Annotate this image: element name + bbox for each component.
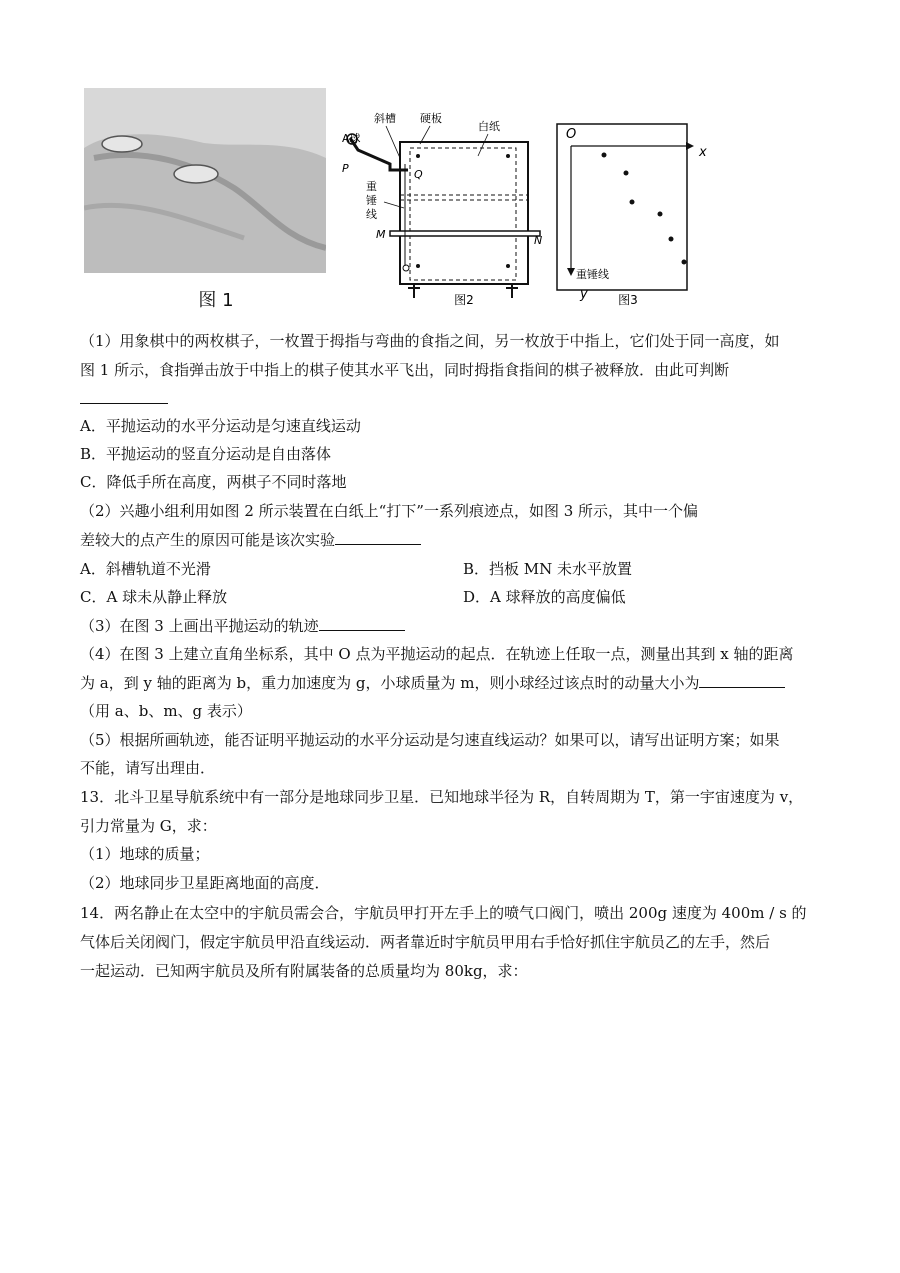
q1-option-b: B．平抛运动的竖直分运动是自由落体 (80, 445, 332, 463)
label-x: x (699, 145, 707, 160)
q3-row (80, 615, 405, 637)
q13-sub-1: （1）地球的质量； (80, 845, 210, 863)
q2-option-b: B．挡板 MN 未水平放置 (463, 560, 633, 578)
figure-1-photo (84, 88, 326, 308)
q1-option-c: C．降低手所在高度，两棋子不同时落地 (80, 473, 347, 491)
label-n: N (534, 234, 543, 247)
trace-point (682, 260, 687, 265)
label-paper: 白纸 (478, 120, 500, 133)
figure-3-caption: 图3 (618, 293, 638, 307)
q2-line-2-row (80, 529, 421, 551)
q3-answer-blank[interactable] (319, 616, 405, 631)
label-q: Q (414, 168, 423, 181)
q2-line-1: （2）兴趣小组利用如图 2 所示装置在白纸上“打下”一系列痕迹点，如图 3 所示，其中一个偏 (80, 502, 699, 520)
chess-piece-2 (174, 165, 218, 183)
q5-line-1: （5）根据所画轨迹，能否证明平抛运动的水平分运动是匀速直线运动？如果可以，请写出证明方案；如果 (80, 731, 780, 749)
q13-line-1: 13．北斗卫星导航系统中有一部分是地球同步卫星．已知地球半径为 R，自转周期为 T，第一宇宙速度为 v， (80, 788, 804, 806)
q14-line-2: 气体后关闭阀门，假定宇航员甲沿直线运动．两者靠近时宇航员甲用右手恰好抓住宇航员乙的左手，然后 (80, 933, 771, 951)
trace-point (630, 200, 635, 205)
trace-point (658, 212, 663, 217)
trace-point (669, 237, 674, 242)
baffle-mn (390, 231, 540, 236)
q5-line-2: 不能，请写出理由． (80, 759, 216, 777)
q2-option-d: D．A 球释放的高度偏低 (463, 588, 626, 606)
q4-line-1: （4）在图 3 上建立直角坐标系，其中 O 点为平抛运动的起点．在轨迹上任取一点，测量出其到 x 轴的距离 (80, 645, 794, 663)
label-ball-a: A球 (342, 132, 361, 145)
label-p: P (342, 162, 349, 175)
q1-option-a: A．平抛运动的水平分运动是匀速直线运动 (80, 417, 361, 435)
label-plumb-3: 线 (366, 208, 377, 221)
figure-3 (556, 122, 721, 314)
q14-line-3: 一起运动．已知两宇航员及所有附属装备的总质量均为 80kg，求： (80, 962, 528, 980)
figure-1 (84, 88, 326, 308)
figure-2-caption: 图2 (454, 293, 474, 307)
trace-point (624, 171, 629, 176)
label-y: y (580, 287, 588, 302)
hard-board (400, 142, 528, 284)
q1-line-1: （1）用象棋中的两枚棋子，一枚置于拇指与弯曲的食指之间，另一枚放于中指上，它们处于同一高度，如 (80, 332, 780, 350)
q1-answer-blank[interactable] (80, 388, 168, 410)
paper-frame (557, 124, 687, 290)
figure-1-caption: 图 1 (198, 290, 234, 308)
label-o: O (566, 127, 577, 142)
white-paper (410, 148, 516, 280)
q1-line-2: 图 1 所示，食指弹击放于中指上的棋子使其水平飞出，同时拇指食指间的棋子被释放．由此可判断 (80, 361, 730, 379)
q4-row-2 (80, 672, 785, 694)
figure-2 (338, 108, 548, 308)
chess-piece-1 (102, 136, 142, 152)
label-board: 硬板 (420, 112, 442, 125)
q2-option-a: A．斜槽轨道不光滑 (80, 560, 211, 578)
q2-option-c: C．A 球未从静止释放 (80, 588, 228, 606)
q2-answer-blank[interactable] (335, 530, 421, 545)
figure-3-diagram (556, 122, 721, 314)
label-m: M (376, 228, 386, 241)
q4-answer-blank[interactable] (699, 673, 785, 688)
label-plumb: 重锤线 (576, 268, 609, 281)
q4-line-3: （用 a、b、m、g 表示） (80, 702, 252, 720)
label-plumb-1: 重 (366, 180, 377, 193)
label-chute: 斜槽 (374, 112, 396, 125)
trace-point (602, 153, 607, 158)
q2-line-2: 差较大的点产生的原因可能是该次实验 (80, 531, 336, 549)
q4-line-2: 为 a，到 y 轴的距离为 b，重力加速度为 g，小球质量为 m，则小球经过该点时的动量大小为 (80, 674, 700, 692)
figure-2-diagram (338, 108, 548, 308)
q13-sub-2: （2）地球同步卫星距离地面的高度． (80, 874, 330, 892)
label-plumb-2: 锤 (366, 194, 377, 207)
q14-line-1: 14．两名静止在太空中的宇航员需会合，宇航员甲打开左手上的喷气口阀门，喷出 200g 速度为 400m / s 的 (80, 904, 807, 922)
q13-line-2: 引力常量为 G，求： (80, 817, 217, 835)
q3-line-1: （3）在图 3 上画出平抛运动的轨迹 (80, 617, 319, 635)
